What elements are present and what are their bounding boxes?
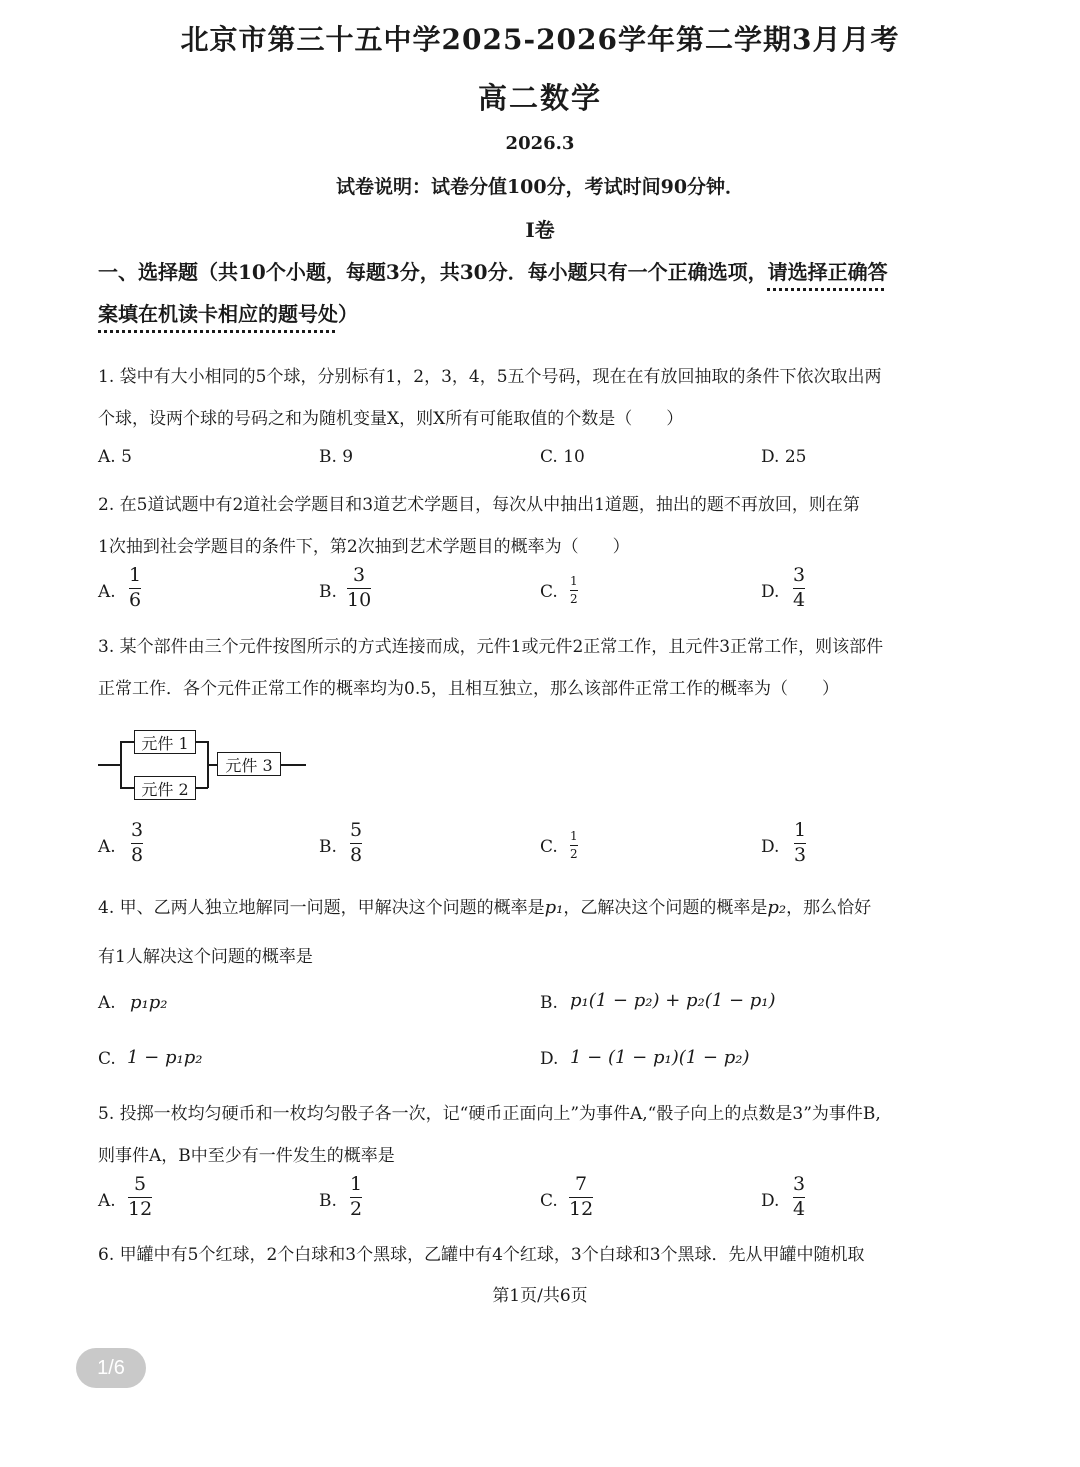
q1-option-b[interactable]: B. 9	[319, 447, 354, 467]
q4-p2: p₂	[767, 897, 787, 918]
q5-option-d-label[interactable]: D.	[761, 1191, 780, 1211]
q3-option-c-fraction[interactable]	[570, 830, 578, 860]
fraction-denominator: 12	[569, 1197, 594, 1220]
q2-option-c-fraction[interactable]	[570, 575, 578, 605]
q1-text-line1: 1. 袋中有大小相同的5个球，分别标有1，2，3，4，5五个号码，现在在有放回抽取的条件下依次取出两	[98, 367, 882, 387]
q5-option-b-fraction[interactable]	[350, 1175, 362, 1220]
component-1-box: 元件 1	[134, 730, 196, 754]
q2-text-line2: 1次抽到社会学题目的条件下，第2次抽到艺术学题目的概率为（ ）	[98, 537, 630, 557]
fraction-denominator: 12	[128, 1197, 153, 1220]
q4-p1: p₁	[544, 897, 564, 918]
fraction-denominator: 10	[347, 588, 372, 611]
q4-option-c-label[interactable]: C.	[98, 1049, 116, 1069]
q3-option-c-label[interactable]: C.	[540, 837, 558, 857]
fraction-numerator: 3	[793, 1173, 806, 1195]
fraction-numerator: 1	[129, 564, 142, 586]
section-heading-line1	[98, 256, 888, 285]
q5-text-line2: 则事件A，B中至少有一件发生的概率是	[98, 1146, 395, 1166]
fraction-numerator: 1	[570, 574, 578, 588]
q2-option-a-label[interactable]: A.	[98, 582, 116, 602]
fraction-numerator: 5	[134, 1173, 147, 1195]
q4-text-line2: 有1人解决这个问题的概率是	[98, 947, 313, 967]
q5-option-a-fraction[interactable]	[128, 1175, 152, 1220]
q4-text-line1	[98, 893, 871, 918]
fraction-denominator: 3	[794, 843, 807, 866]
section-emphasis-text-2: 案填在机读卡相应的题号处	[98, 302, 338, 326]
fraction-numerator: 1	[570, 829, 578, 843]
fraction-numerator: 1	[794, 819, 807, 841]
q5-text-line1: 5. 投掷一枚均匀硬币和一枚均匀骰子各一次，记“硬币正面向上”为事件A,“骰子向上的点数是3”为事件B,	[98, 1104, 881, 1124]
q3-text-line2: 正常工作．各个元件正常工作的概率均为0.5，且相互独立，那么该部件正常工作的概率为（ ）	[98, 679, 840, 699]
q4-option-a-expr[interactable]: p₁p₂	[130, 992, 168, 1013]
fraction-denominator: 8	[131, 843, 144, 866]
q4-option-a-label[interactable]: A.	[98, 993, 116, 1013]
q5-option-b-label[interactable]: B.	[319, 1191, 337, 1211]
q4-text-part2: ，乙解决这个问题的概率是	[563, 898, 768, 918]
component-2-box: 元件 2	[134, 776, 196, 800]
fraction-numerator: 3	[131, 819, 144, 841]
section-heading-text: 一、选择题（共10个小题，每题3分，共30分．每小题只有一个正确选项，	[98, 260, 768, 284]
fraction-numerator: 7	[575, 1173, 588, 1195]
q2-option-c-label[interactable]: C.	[540, 582, 558, 602]
q4-option-d-label[interactable]: D.	[540, 1049, 559, 1069]
q3-option-a-fraction[interactable]	[131, 821, 143, 866]
fraction-numerator: 3	[793, 564, 806, 586]
q2-option-d-label[interactable]: D.	[761, 582, 780, 602]
exam-title: 北京市第三十五中学2025-2026学年第二学期3月月考	[180, 23, 900, 56]
q3-option-d-label[interactable]: D.	[761, 837, 780, 857]
fraction-numerator: 1	[350, 1173, 363, 1195]
section-emphasis-text: 请选择正确答	[767, 260, 888, 284]
q2-text-line1: 2. 在5道试题中有2道社会学题目和3道艺术学题目，每次从中抽出1道题，抽出的题不再放回，则在第	[98, 495, 860, 515]
q4-option-c-expr[interactable]: 1 − p₁p₂	[127, 1047, 203, 1068]
q3-option-a-label[interactable]: A.	[98, 837, 116, 857]
q4-option-b-expr[interactable]: p₁(1 − p₂) + p₂(1 − p₁)	[570, 990, 776, 1011]
q5-option-c-label[interactable]: C.	[540, 1191, 558, 1211]
q1-option-d[interactable]: D. 25	[761, 447, 807, 467]
fraction-denominator: 6	[129, 588, 142, 611]
fraction-denominator: 2	[350, 1197, 363, 1220]
fraction-numerator: 5	[350, 819, 363, 841]
q3-option-d-fraction[interactable]	[794, 821, 806, 866]
q5-option-c-fraction[interactable]	[569, 1175, 593, 1220]
q6-text-line1: 6. 甲罐中有5个红球，2个白球和3个黑球，乙罐中有4个红球，3个白球和3个黑球．先从甲罐中随机取	[98, 1245, 865, 1265]
fraction-numerator: 3	[353, 564, 366, 586]
q1-option-c[interactable]: C. 10	[540, 447, 585, 467]
fraction-denominator: 4	[793, 588, 806, 611]
exam-note: 试卷说明：试卷分值100分，考试时间90分钟．	[335, 176, 745, 198]
exam-date: 2026.3	[505, 133, 575, 154]
subject-title: 高二数学	[477, 81, 602, 115]
q2-option-a-fraction[interactable]	[129, 566, 141, 611]
q2-option-b-fraction[interactable]	[347, 566, 371, 611]
section-heading-tail: ）	[338, 302, 358, 326]
q3-option-b-label[interactable]: B.	[319, 837, 337, 857]
q4-text-part1: 4. 甲、乙两人独立地解同一问题，甲解决这个问题的概率是	[98, 898, 545, 918]
section-heading-line2	[98, 298, 358, 327]
q1-option-a[interactable]: A. 5	[98, 447, 132, 467]
q5-option-a-label[interactable]: A.	[98, 1191, 116, 1211]
q1-text-line2: 个球，设两个球的号码之和为随机变量X，则X所有可能取值的个数是（ ）	[98, 409, 684, 429]
circuit-diagram	[98, 720, 318, 810]
component-3-box: 元件 3	[217, 752, 281, 776]
page-indicator[interactable]: 1/6	[76, 1348, 146, 1388]
fraction-denominator: 2	[570, 846, 578, 861]
q5-option-d-fraction[interactable]	[793, 1175, 805, 1220]
q3-option-b-fraction[interactable]	[350, 821, 362, 866]
fraction-denominator: 2	[570, 591, 578, 606]
q2-option-d-fraction[interactable]	[793, 566, 805, 611]
q4-option-b-label[interactable]: B.	[540, 993, 558, 1013]
fraction-denominator: 4	[793, 1197, 806, 1220]
page-number-label: 第1页/共6页	[492, 1286, 588, 1306]
q4-option-d-expr[interactable]: 1 − (1 − p₁)(1 − p₂)	[570, 1047, 750, 1068]
q3-text-line1: 3. 某个部件由三个元件按图所示的方式连接而成，元件1或元件2正常工作，且元件3正常工作，则该部件	[98, 637, 884, 657]
q2-option-b-label[interactable]: B.	[319, 582, 337, 602]
q4-text-part3: ，那么恰好	[786, 898, 872, 918]
volume-label: I卷	[525, 218, 555, 242]
fraction-denominator: 8	[350, 843, 363, 866]
